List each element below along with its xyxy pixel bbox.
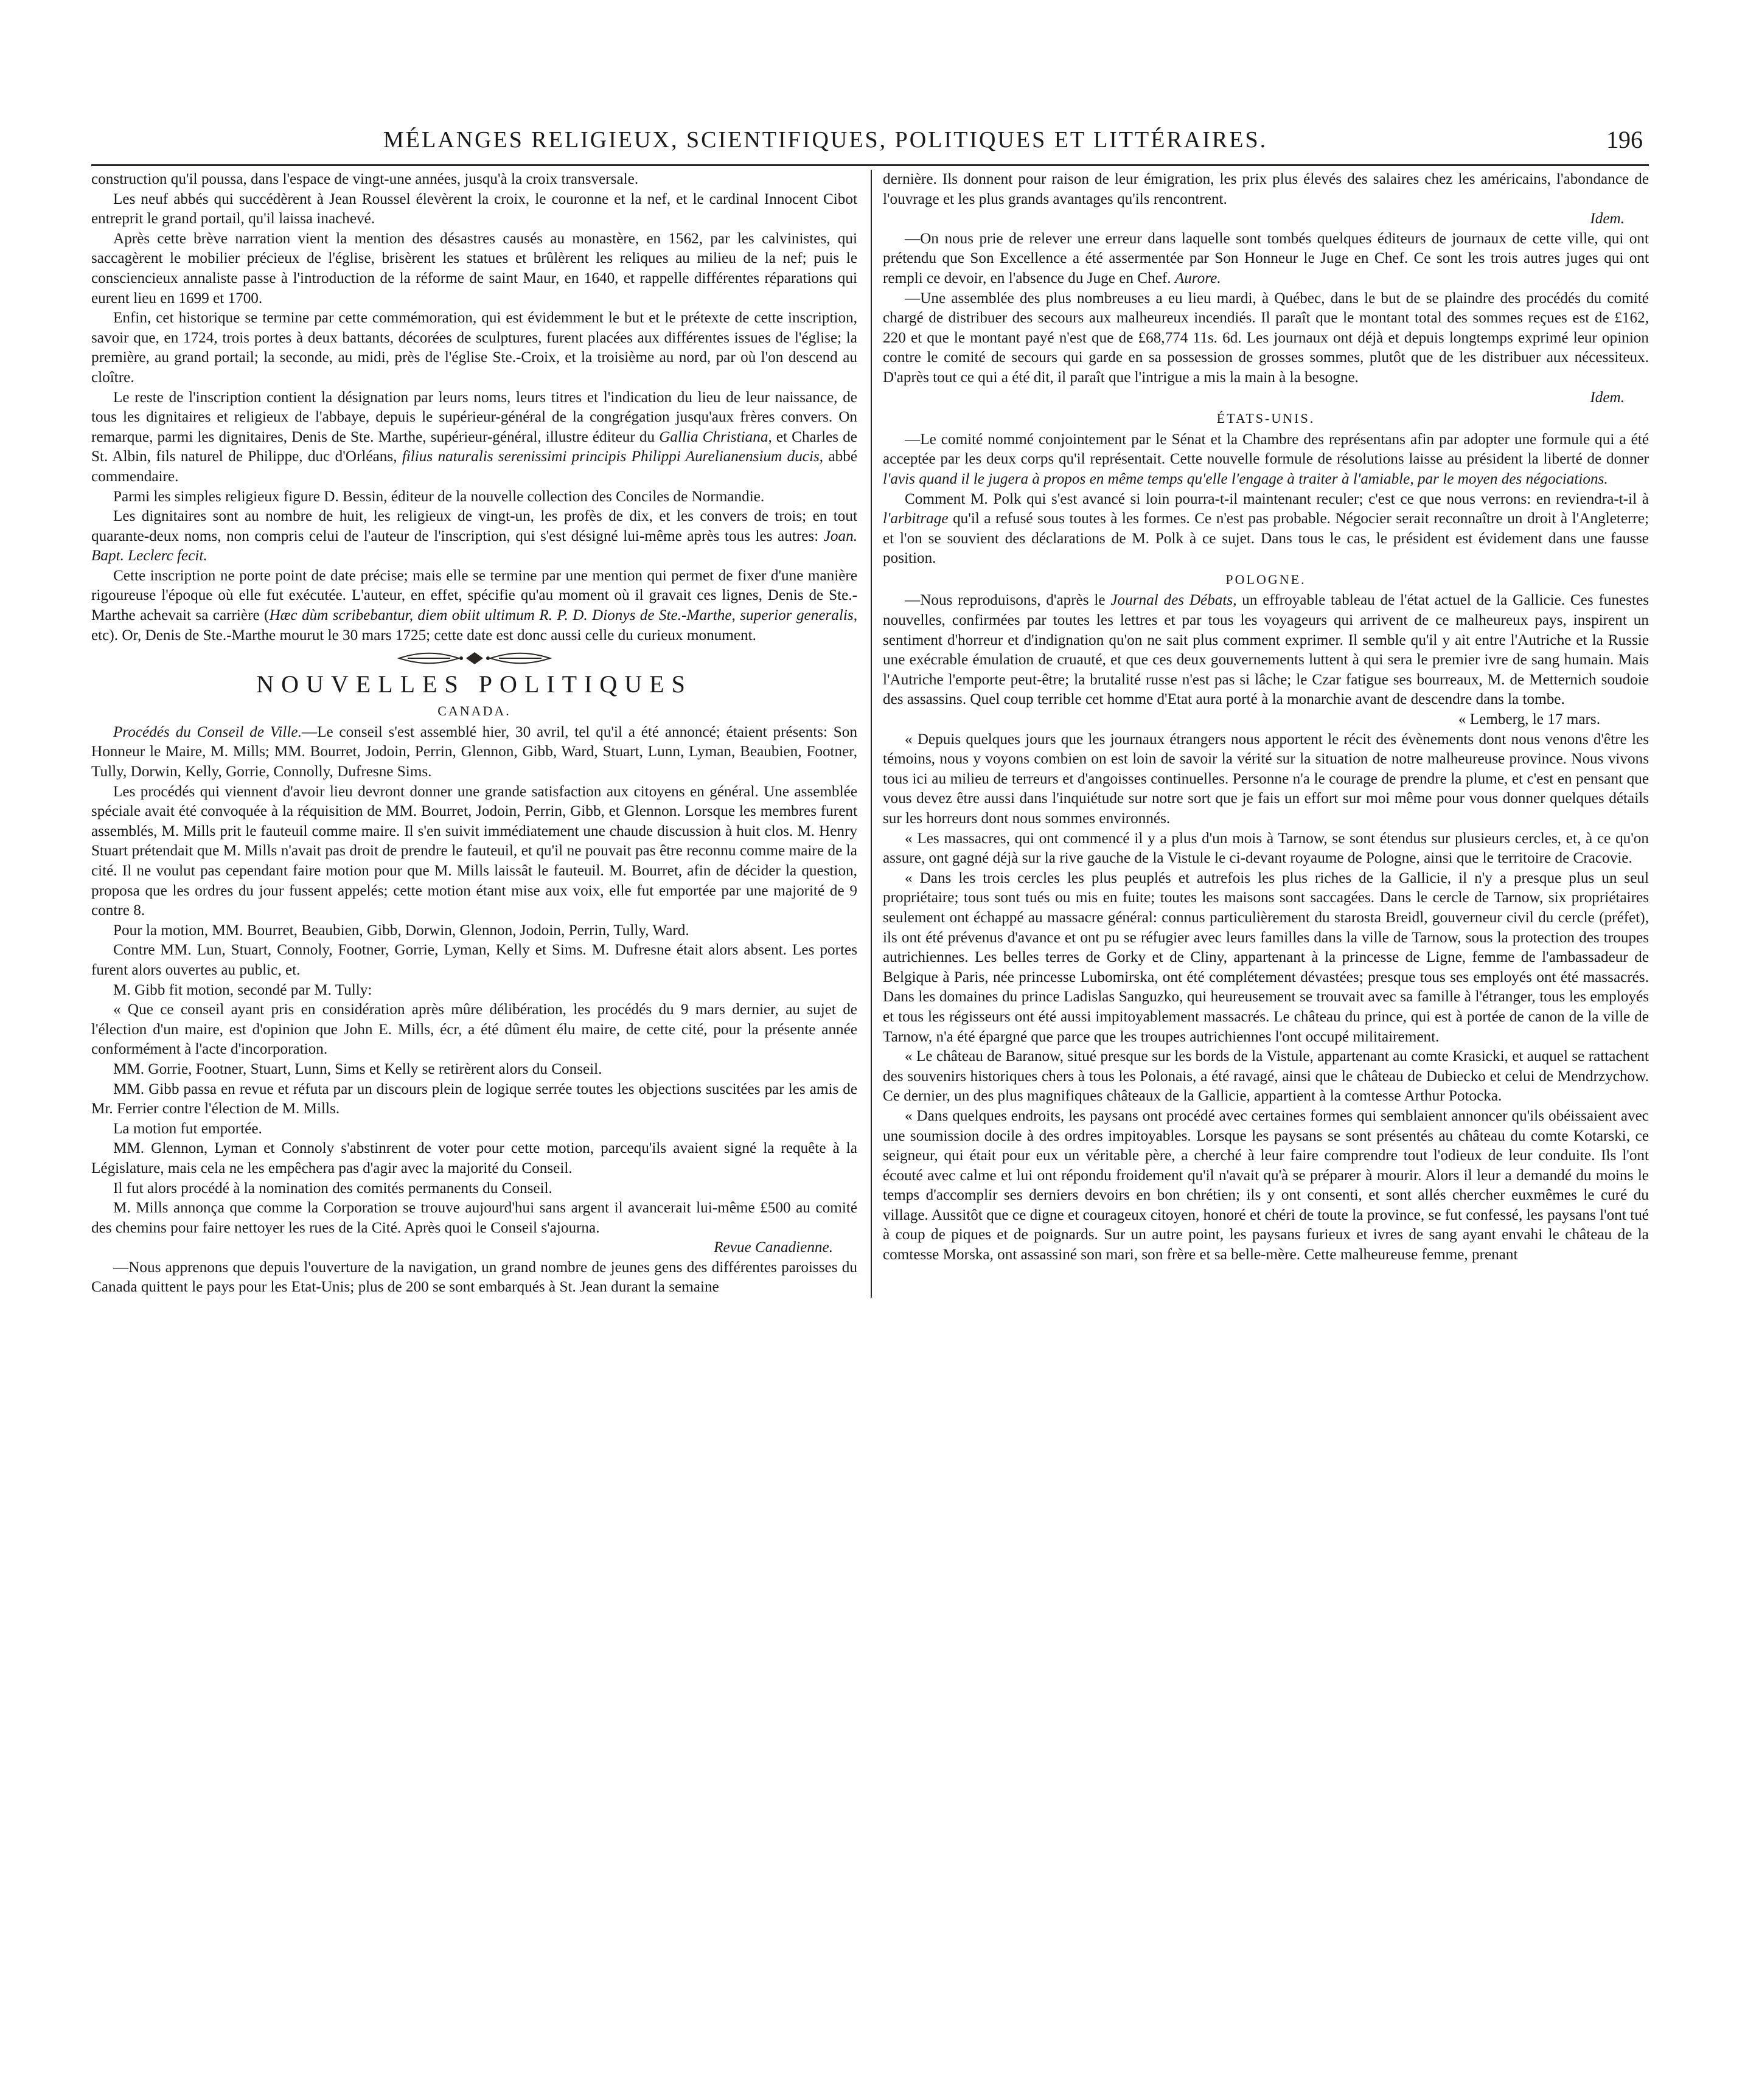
text-columns — [91, 170, 1649, 1298]
italic-run: Procédés du Conseil de Ville. — [113, 723, 302, 740]
page-number: 196 — [1606, 126, 1643, 153]
text-run: —Nous reproduisons, d'après le — [905, 592, 1111, 609]
paragraph: Parmi les simples religieux figure D. Bessin, éditeur de la nouvelle collection des Conciles de Normandie. — [113, 488, 765, 505]
paragraph: Enfin, cet historique se termine par cette commémoration, qui est évidemment le but et le prétexte de cette inscription, savoir que, en 1724, trois portes à deux battants, décorées de sculptures, furent placées aux différentes issues de l'église; la première, au grand portail; la seconde, au midi, près de l'église Ste.-Croix, et la troisième au nord, par où l'on descend au cloître. — [91, 310, 857, 386]
left-column — [91, 170, 857, 1298]
section-subhead: CANADA. — [437, 703, 511, 719]
paragraph — [91, 566, 857, 645]
paragraph: « Les massacres, qui ont commencé il y a plus d'un mois à Tarnow, se sont étendus sur plusieurs cercles, et, à ce qu'on assure, ont gagné déjà sur la rive gauche de la Vistule le ci-devant royaume de Pologne, ainsi que le territoire de Cracovie. — [883, 830, 1649, 867]
paragraph: La motion fut emportée. — [113, 1120, 262, 1137]
paragraph — [883, 490, 1649, 569]
paragraph — [883, 430, 1649, 490]
italic-run: Joan. Bapt. Leclerc fecit. — [91, 527, 857, 565]
paragraph: « Que ce conseil ayant pris en considération après mûre délibération, les procédés du 9 mars dernier, au sujet de l'élection d'un maire, est d'opinion que John E. Mills, écr, a été dûment élu maire, de cette cité, pour la présente année conformément à l'acte d'incorporation. — [91, 1001, 857, 1058]
paragraph: « Dans les trois cercles les plus peuplés et autrefois les plus riches de la Gallicie, il n'y a presque plus un seul propriétaire; tous sont tués ou mis en fuite; toutes les maisons sont saccagées. Dans le cercle de Tarnow, six propriétaires seulement ont échappé au massacre général: connus particulièrement du starosta Breidl, gouverneur civil du cercle (préfet), ils ont été prévenus d'avance et ont pu se réfugier avec leurs familles dans la ville de Tarnow, sous la protection des troupes autrichiennes. Les belles terres de Gorky et de Cliny, appartenant à la princesse de Ligne, femme de l'ambassadeur de Belgique à Paris, née princesse Lubomirska, ont été complétement dévastées; presque tous ses employés ont été massacrés. Dans les domaines du prince Ladislas Sanguzko, qui heureusement se trouvait avec sa famille à l'étranger, tous les employés et tous les régisseurs ont été aussi impitoyablement massacrés. Le château du prince, qui est à portée de canon de la ville de Tarnow, n'a été épargné que parce que les troupes autrichiennes l'ont occupé militairement. — [883, 869, 1649, 1045]
italic-run: Journal des Débats — [1110, 592, 1233, 609]
paragraph: « Depuis quelques jours que les journaux étrangers nous apportent le récit des évènements dont nous venons d'être les témoins, nous y voyons combien on est loin de savoir la vérité sur la situation de notre malheureuse province. Nous vivons tous ici au milieu de terreurs et d'angoisses continuelles. Personne n'a le courage de prendre la plume, et c'est en pensant que vous devez être aussi dans l'inquiétude sur notre sort que je fais un effort sur moi même pour vous donner quelques détails sur les horreurs dont nous sommes environnés. — [883, 731, 1649, 827]
paragraph: MM. Glennon, Lyman et Connoly s'abstinrent de voter pour cette motion, parcequ'ils avaient signé la requête à la Législature, mais cela ne les empêchera pas d'agir avec la majorité du Conseil. — [91, 1140, 857, 1177]
italic-run: Gallia Christiana — [659, 428, 768, 445]
text-run: , un effroyable tableau de l'état actuel de la Gallicie. Ces funestes nouvelles, confirmées par toutes les lettres et par tous les voyageurs qui arrivent de ce malheureux pays, inspirent un sentiment d'horreur et d'indignation qu'on ne sait plus comment exprimer. Il semble qu'il y ait entre l'Autriche et la Russie une exécrable émulation de cruauté, et que ces deux gouvernements luttent à qui sera le premier ivre de sang humain. Mais l'Autriche l'emporte peut-être; la brutalité russe n'est pas si lâche; le Czar fatigue ses bourreaux, M. de Metternich soudoie des assassins. Quel coup terrible cet homme d'Etat aura porté à la monarchie avant de descendre dans la tombe. — [883, 592, 1649, 708]
source-signature: Idem. — [1590, 389, 1625, 406]
text-run: etc). Or, Denis de Ste.-Marthe mourut le 30 mars 1725; cette date est donc aussi celle du curieux monument. — [91, 627, 756, 644]
text-run: —Le comité nommé conjointement par le Sénat et la Chambre des représentans afin par adopter une formule qui a été acceptée par les deux corps qu'il représentait. Cette nouvelle formule de résolutions laisse au président la liberté de donner — [883, 431, 1649, 468]
paragraph: Les procédés qui viennent d'avoir lieu devront donner une grande satisfaction aux citoyens en général. Une assemblée spéciale avait été convoquée à la réquisition de MM. Bourret, Jodoin, Perrin, Gibb, et Glennon. Lorsque les membres furent assemblés, M. Mills prit le fauteuil comme maire. Il s'en suivit immédiatement une chaude discussion à huit clos. M. Henry Stuart prétendait que M. Mills n'avait pas droit de prendre le fauteuil, et qu'il ne pouvait pas être reconnu comme maire de la cité. Il ne voulut pas cependant faire motion pour que M. Mills laissât le fauteuil. M. Bourret, afin de décider la question, proposa que les ordres du jour fussent appelés; cette motion étant mise aux voix, elle fut emportée par une majorité de 9 contre 8. — [91, 783, 857, 919]
paragraph: « Dans quelques endroits, les paysans ont procédé avec certaines formes qui semblaient annoncer qu'ils obéissaient avec une soumission docile à des ordres impitoyables. Lorsque les paysans se sont présentés au château du comte Kotarski, ce seigneur, qui était pour eux un véritable père, a cherché à leur faire comprendre tout l'odieux de leur conduite. Ils l'ont écouté avec calme et lui ont répondu froidement qu'il n'avait qu'à se préparer à mourir. Alors il leur a demandé du moins le temps d'accomplir ses derniers devoirs en bon chrétien; ils y ont consenti, et sont allés chercher euxmêmes le curé du village. Aussitôt que ce digne et courageux citoyen, honoré et chéri de toute la province, se fut confessé, les paysans l'ont tué à coup de piques et de poignards. Sur un autre point, les paysans furieux et ivres de sang ayant envahi le château de la comtesse Morska, ont assassiné son mari, son frère et sa belle-mère. Cette malheureuse femme, prenant — [883, 1107, 1649, 1264]
paragraph: MM. Gorrie, Footner, Stuart, Lunn, Sims et Kelly se retirèrent alors du Conseil. — [113, 1060, 602, 1077]
paragraph: MM. Gibb passa en revue et réfuta par un discours plein de logique serrée toutes les objections suscitées par les amis de Mr. Ferrier contre l'élection de M. Mills. — [91, 1080, 857, 1118]
right-column — [871, 170, 1649, 1298]
paragraph: Après cette brève narration vient la mention des désastres causés au monastère, en 1562, par les calvinistes, qui saccagèrent le mobilier précieux de l'église, brisèrent les statues et brûlèrent les reliques au milieu de la nef; puis le consciencieux annaliste passe à l'introduction de la réforme de saint Maur, en 1640, et rappelle différentes réparations qui eurent lieu en 1699 et 1700. — [91, 230, 857, 307]
running-title: MÉLANGES RELIGIEUX, SCIENTIFIQUES, POLITIQUES ET LITTÉRAIRES. — [383, 127, 1268, 153]
source-signature: Idem. — [1590, 210, 1625, 228]
paragraph — [91, 507, 857, 566]
paragraph: M. Mills annonça que comme la Corporation se trouve aujourd'hui sans argent il avancerait lui-même £500 au comité des chemins pour faire nettoyer les rues de la Cité. Après quoi le Conseil s'ajourna. — [91, 1200, 857, 1236]
text-run: Les dignitaires sont au nombre de huit, les religieux de vingt-un, les profès de dix, et les convers de trois; en tout quarante-deux noms, non compris celui de l'auteur de l'inscription, qui s'est désigné lui-même après tous les autres: — [91, 508, 857, 544]
source-signature: Revue Canadienne. — [714, 1239, 833, 1256]
text-run: Le reste de l'inscription contient la désignation par leurs noms, leurs titres et l'indication du lieu de leur naissance, de tous les dignitaires et religieux de l'abbaye, depuis le supérieur-général de la congrégation jusqu'aux frères convers. On remarque, parmi les dignitaires, Denis de Ste. Marthe, supérieur-général, illustre éditeur du — [91, 389, 857, 445]
paragraph — [883, 591, 1649, 710]
text-run: —On nous prie de relever une erreur dans laquelle sont tombés quelques éditeurs de journaux de cette ville, qui ont prétendu que Son Excellence a été assermentée par Son Honneur le Juge en Chef. Ce sont les trois autres juges qui ont rempli ce devoir, en l'absence du Juge en Chef. — [883, 230, 1649, 287]
section-title: NOUVELLES POLITIQUES — [256, 670, 692, 698]
italic-run: l'avis quand il le jugera à propos en même temps qu'elle l'engage à traiter à l'amiable, par le moyen des négociations. — [883, 470, 1608, 487]
paragraph: —Une assemblée des plus nombreuses a eu lieu mardi, à Québec, dans le but de se plaindre des procédés du comité chargé de distribuer des secours aux malheureux incendiés. Il paraît que le montant total des sommes reçues est de £162, 220 et que le montant payé n'est que de £68,774 11s. 6d. Les journaux ont déjà et depuis longtemps exprimé leur opinion contre le comité de secours qui garde en sa possession de grosses sommes, plutôt que de les distribuer aux nécessiteux. D'après tout ce qui a été dit, il paraît que l'intrigue a mis la main à la besogne. — [883, 290, 1649, 386]
text-run: , abbé commendaire. — [91, 448, 857, 485]
paragraph — [91, 723, 857, 782]
italic-run: l'arbitrage — [883, 510, 949, 527]
paragraph: Il fut alors procédé à la nomination des comités permanents du Conseil. — [113, 1180, 552, 1197]
paragraph: construction qu'il poussa, dans l'espace de vingt-une années, jusqu'à la croix transversale. — [91, 171, 639, 187]
paragraph: M. Gibb fit motion, secondé par M. Tully: — [113, 981, 372, 998]
section-subhead: ÉTATS-UNIS. — [1216, 411, 1315, 426]
newspaper-page — [91, 122, 1649, 2044]
paragraph — [91, 388, 857, 487]
text-run: Comment M. Polk qui s'est avancé si loin pourra-t-il maintenant reculer; c'est ce que nous verrons: en reviendra-t-il à — [905, 490, 1649, 507]
paragraph: « Le château de Baranow, situé presque sur les bords de la Vistule, appartenant au comte Krasicki, et auquel se rattachent des souvenirs historiques chers à tous les Polonais, a été ravagé, ainsi que le château de Dubiecko et celui de Mendrzychow. Ce dernier, un des plus magnifiques châteaux de la Gallicie, appartient à la comtesse Arthur Potocka. — [883, 1048, 1649, 1105]
ornament-divider-icon — [395, 650, 554, 666]
paragraph — [883, 229, 1649, 289]
paragraph: —Nous apprenons que depuis l'ouverture de la navigation, un grand nombre de jeunes gens des différentes paroisses du Canada quittent le pays pour les Etat-Unis; plus de 200 se sont embarqués à St. Jean durant la semaine — [91, 1259, 857, 1296]
italic-run: filius naturalis serenissimi principis Philippi Aurelianensium ducis — [402, 448, 820, 465]
text-run: Cette inscription ne porte point de date précise; mais elle se termine par une mention qui permet de fixer d'une manière rigoureuse l'époque où elle fut exécutée. L'auteur, en effet, spécifie qu'au moment où il gravait ces lignes, Denis de Ste.-Marthe achevait sa carrière ( — [91, 567, 857, 624]
paragraph: Pour la motion, MM. Bourret, Beaubien, Gibb, Dorwin, Glennon, Jodoin, Perrin, Tully, Ward. — [113, 922, 689, 939]
text-run: , et Charles de St. Albin, fils naturel de Philippe, duc d'Orléans, — [91, 428, 857, 465]
text-run: qu'il a refusé sous toutes à les formes. Ce n'est pas probable. Négocier serait reconnaître un droit à l'Angleterre; et l'on se souvient des déclarations de M. Polk à ce sujet. Dans tous le cas, le président est évidement dans une fausse position. — [883, 510, 1649, 567]
italic-run: Aurore. — [1174, 269, 1221, 287]
italic-run: Hæc dùm scribebantur, diem obiit ultimum R. P. D. Dionys de Ste.-Marthe, superior generalis, — [269, 607, 857, 624]
section-subhead: POLOGNE. — [1225, 571, 1306, 587]
text-run: —Le conseil s'est assemblé hier, 30 avril, tel qu'il a été annoncé; étaient présents: Son Honneur le Maire, M. Mills; MM. Bourret, Jodoin, Perrin, Glennon, Gibb, Ward, Stuart, Lunn, Lyman, Beaubien, Footner, Tully, Dorwin, Kelly, Gorrie, Connolly, Dufresne Sims. — [91, 723, 857, 781]
running-head — [91, 122, 1649, 166]
paragraph: Les neuf abbés qui succédèrent à Jean Roussel élevèrent la croix, le couronne et la nef, et le cardinal Innocent Cibot entreprit le grand portail, qu'il laissa inachevé. — [91, 190, 857, 228]
dateline: « Lemberg, le 17 mars. — [1458, 711, 1600, 728]
paragraph: Contre MM. Lun, Stuart, Connoly, Footner, Gorrie, Lyman, Kelly et Sims. M. Dufresne était alors absent. Les portes furent alors ouvertes au public, et. — [91, 942, 857, 978]
paragraph: dernière. Ils donnent pour raison de leur émigration, les prix plus élevés des salaires chez les américains, l'abondance de l'ouvrage et les plus grands avantages qu'ils rencontrent. — [883, 171, 1649, 207]
